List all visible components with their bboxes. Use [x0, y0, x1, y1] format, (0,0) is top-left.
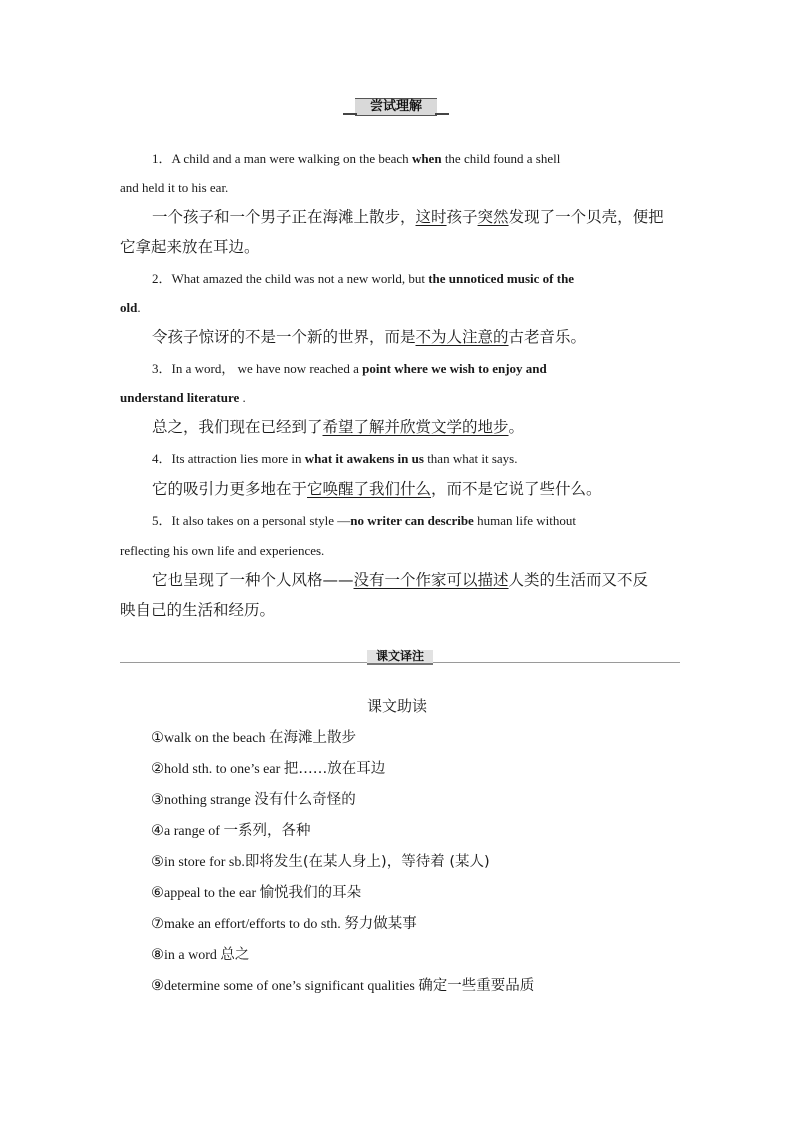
item-3-english-line2: understand literature .: [120, 390, 246, 405]
underlined-phrase: 希望了解并欣赏文学的地步: [322, 418, 509, 436]
glossary-item: ④a range of 一系列，各种: [151, 823, 311, 839]
item-1-chinese: 一个孩子和一个男子正在海滩上散步，这时孩子突然发现了一个贝壳，便把: [152, 208, 664, 226]
item-5-chinese-line2: 映自己的生活和经历。: [120, 601, 276, 619]
section-header-text-notes: [120, 650, 680, 666]
item-number: 2．: [152, 271, 172, 286]
section-header-try-understand: [343, 98, 449, 116]
item-1-chinese-line2: 它拿起来放在耳边。: [120, 238, 260, 256]
glossary-item: ③nothing strange 没有什么奇怪的: [151, 792, 356, 808]
section-title: 课文译注: [375, 649, 424, 663]
item-2-chinese: 令孩子惊讶的不是一个新的世界，而是不为人注意的古老音乐。: [152, 328, 587, 346]
key-phrase: point where we wish to enjoy and: [362, 361, 547, 376]
underlined-phrase: 它唤醒了我们什么: [307, 480, 432, 498]
glossary-item: ⑤in store for sb.即将发生(在某人身上)，等待着 (某人): [151, 854, 490, 870]
item-3-chinese: 总之，我们现在已经到了希望了解并欣赏文学的地步。: [152, 418, 525, 436]
item-number: 3．: [152, 361, 172, 376]
item-5-chinese: 它也呈现了一种个人风格——没有一个作家可以描述人类的生活而又不反: [152, 571, 649, 589]
key-phrase: understand literature: [120, 390, 240, 405]
glossary-item: ⑦make an effort/efforts to do sth. 努力做某事: [151, 916, 417, 932]
subsection-title: 课文助读: [366, 697, 427, 715]
glossary-item: ②hold sth. to one’s ear 把……放在耳边: [151, 761, 386, 777]
key-phrase: no writer can describe: [350, 513, 474, 528]
key-phrase: old: [120, 300, 138, 315]
item-1-english-line2: and held it to his ear.: [120, 180, 229, 195]
glossary-item: ①walk on the beach 在海滩上散步: [151, 730, 356, 746]
section-title: 尝试理解: [369, 99, 422, 114]
item-1-english: 1．A child and a man were walking on the beach when the child found a shell: [152, 151, 561, 166]
key-phrase: when: [411, 151, 442, 166]
item-2-english-line2: old.: [120, 300, 141, 315]
item-2-english: 2．What amazed the child was not a new world, but the unnoticed music of the: [152, 271, 575, 286]
item-4-english: 4．Its attraction lies more in what it awakens in us than what it says.: [152, 451, 518, 466]
item-3-english: 3．In a word， we have now reached a point where we wish to enjoy and: [152, 361, 547, 376]
glossary-item: ⑧in a word 总之: [151, 947, 250, 963]
underlined-phrase: 突然: [477, 208, 509, 226]
glossary-item: ⑥appeal to the ear 愉悦我们的耳朵: [151, 885, 362, 901]
item-number: 5．: [152, 513, 172, 528]
key-phrase: the unnoticed music of the: [428, 271, 575, 286]
key-phrase: what it awakens in us: [304, 451, 424, 466]
item-5-english: 5．It also takes on a personal style —no writer can describe human life without: [152, 513, 577, 528]
item-number: 1．: [152, 151, 172, 166]
underlined-phrase: 没有一个作家可以描述: [353, 571, 509, 589]
item-5-english-line2: reflecting his own life and experiences.: [120, 543, 325, 558]
underlined-phrase: 这时: [415, 208, 447, 226]
item-4-chinese: 它的吸引力更多地在于它唤醒了我们什么，而不是它说了些什么。: [152, 480, 602, 498]
underlined-phrase: 不为人注意的: [415, 328, 509, 346]
item-number: 4．: [152, 451, 172, 466]
glossary-item: ⑨determine some of one’s significant qualities 确定一些重要品质: [151, 978, 535, 994]
